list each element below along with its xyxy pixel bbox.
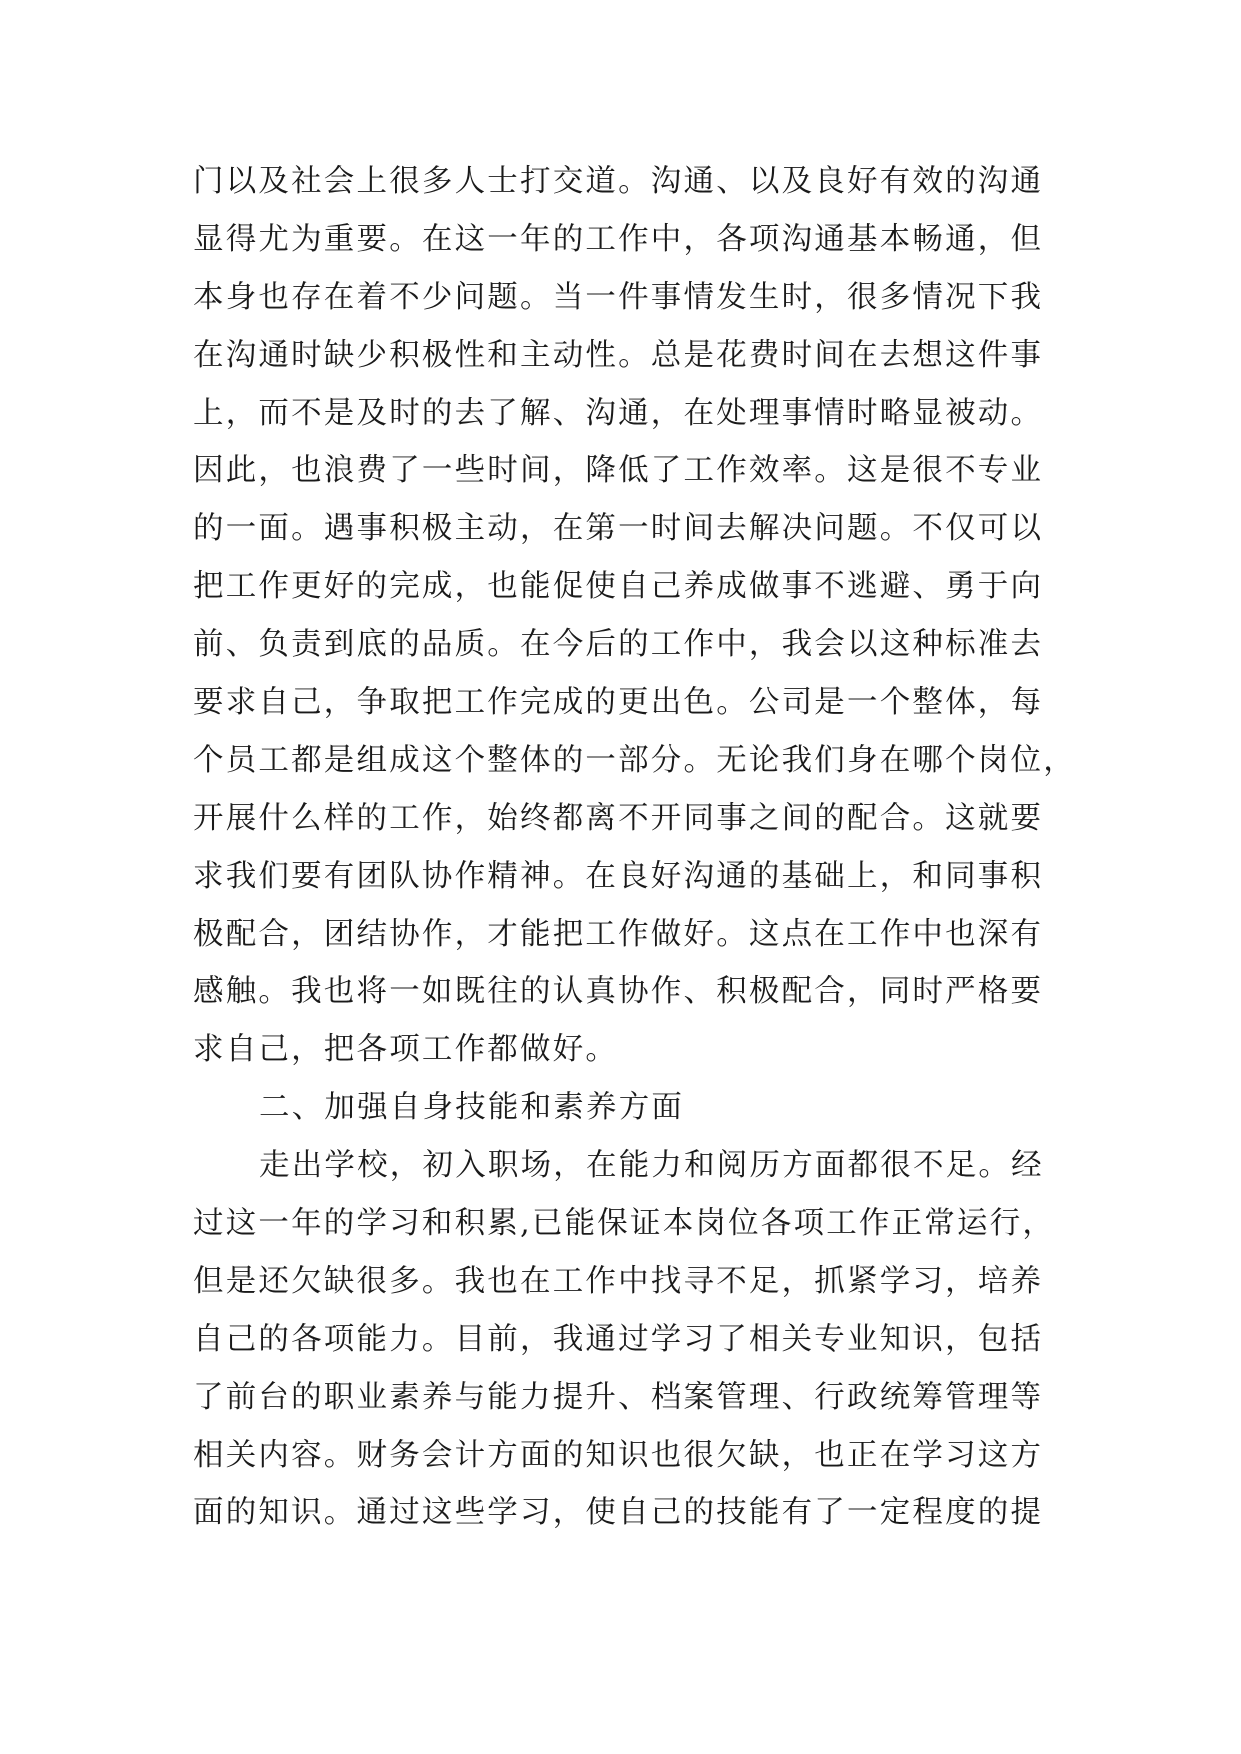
text-line: 上，而不是及时的去了解、沟通，在处理事情时略显被动。	[193, 395, 1044, 431]
text-line: 显得尤为重要。在这一年的工作中，各项沟通基本畅通，但	[193, 221, 1044, 257]
text-line: 求我们要有团队协作精神。在良好沟通的基础上，和同事积	[193, 858, 1044, 894]
text-line: 前、负责到底的品质。在今后的工作中，我会以这种标准去	[193, 627, 1044, 663]
text-line: 把工作更好的完成，也能促使自己养成做事不逃避、勇于向	[193, 569, 1044, 605]
text-line: 相关内容。财务会计方面的知识也很欠缺，也正在学习这方	[193, 1437, 1044, 1473]
text-line: 因此，也浪费了一些时间，降低了工作效率。这是很不专业	[193, 453, 1044, 489]
text-line: 了前台的职业素养与能力提升、档案管理、行政统筹管理等	[193, 1379, 1044, 1415]
section-heading: 二、加强自身技能和素养方面	[259, 1090, 685, 1126]
text-line: 感触。我也将一如既往的认真协作、积极配合，同时严格要	[193, 974, 1044, 1010]
text-line: 过这一年的学习和积累,已能保证本岗位各项工作正常运行，	[193, 1206, 1056, 1242]
text-line: 要求自己，争取把工作完成的更出色。公司是一个整体，每	[193, 685, 1044, 721]
text-line: 面的知识。通过这些学习，使自己的技能有了一定程度的提	[193, 1495, 1044, 1531]
paragraph-first-line: 走出学校，初入职场，在能力和阅历方面都很不足。经	[259, 1148, 1044, 1184]
body-text	[193, 153, 1076, 1542]
text-line: 自己的各项能力。目前，我通过学习了相关专业知识，包括	[193, 1321, 1044, 1357]
text-line: 个员工都是组成这个整体的一部分。无论我们身在哪个岗位，	[193, 742, 1076, 778]
text-line: 门以及社会上很多人士打交道。沟通、以及良好有效的沟通	[193, 164, 1044, 199]
text-line: 在沟通时缺少积极性和主动性。总是花费时间在去想这件事	[193, 337, 1044, 373]
text-line: 开展什么样的工作，始终都离不开同事之间的配合。这就要	[193, 800, 1044, 836]
text-line: 本身也存在着不少问题。当一件事情发生时，很多情况下我	[193, 279, 1044, 315]
text-line: 但是还欠缺很多。我也在工作中找寻不足，抓紧学习，培养	[193, 1263, 1044, 1299]
text-line: 求自己，把各项工作都做好。	[193, 1032, 619, 1068]
text-line: 极配合，团结协作，才能把工作做好。这点在工作中也深有	[193, 916, 1044, 952]
text-line: 的一面。遇事积极主动，在第一时间去解决问题。不仅可以	[193, 511, 1044, 547]
